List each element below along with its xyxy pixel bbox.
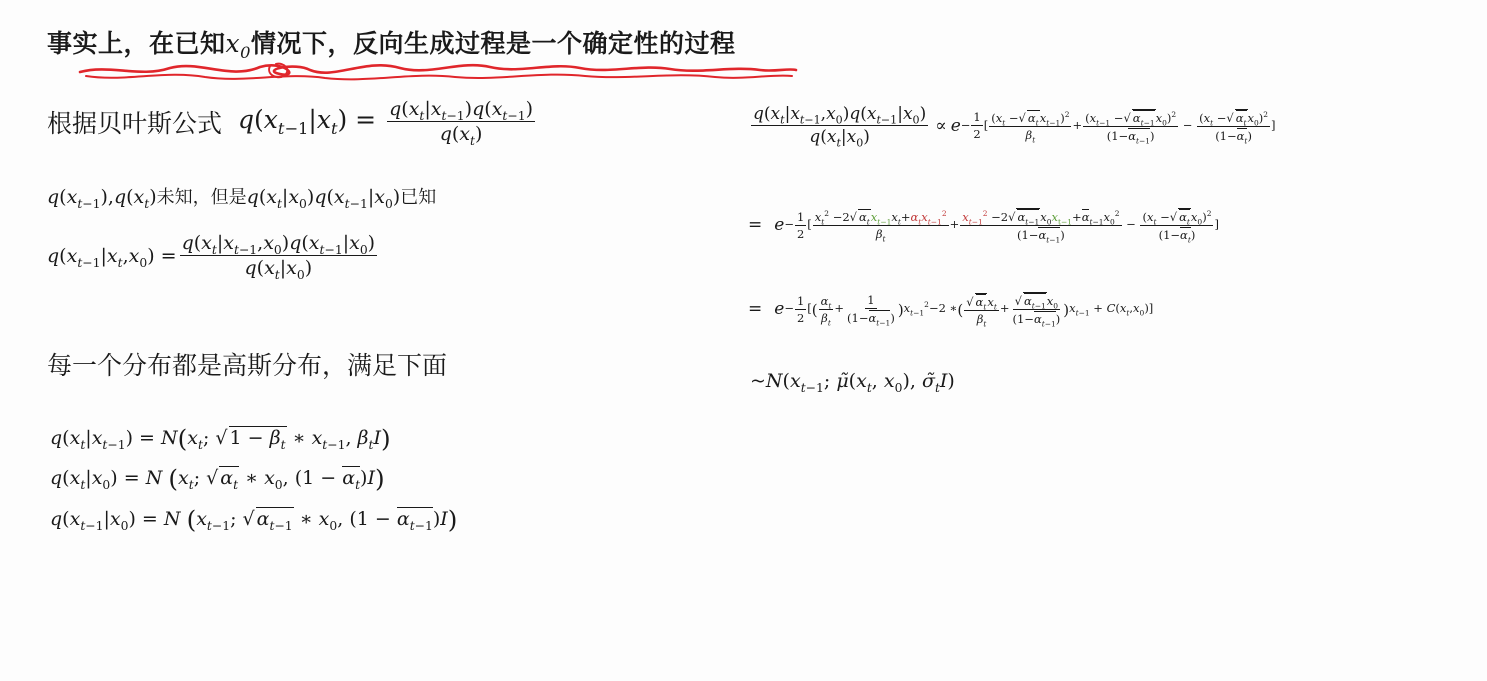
derivation-line-1: $\frac{q(x_t|x_{t-1},x_0)q(x_{t-1}|x_0)}{q(x_t|x_0)}$ ∝ e − $\frac{1}{2}$ [ $\frac{(x_t -√ \alpha_tx_{t-1})^2}{\beta_t}$ + $\frac{(x_{t-1} -√ \alpha_{t-1}x_0)^2}{(1-\alpha_{t-1})}$ − $\frac{(x_t -√ \alpha_tx_0)^2}{(1-\alpha_t)}$ ] xyxy=(753,104,1276,150)
title-var: $x_0$ xyxy=(225,29,251,62)
underline-stroke-2 xyxy=(86,75,792,80)
derivation-exponent-3: − $\frac{1}{2}$ [( $\frac{\alpha_t}{\beta_t}$ + $\frac{1}{(1-\alpha_{t-1})}$ )$x_{t-1}^2-2$ ∗( $\frac{√ \alpha_tx_t}{\beta_t}$ + $\frac{√ \alpha_{t-1}x_0}{(1-\alpha_{t-1})}$ )$x_{t-1} + C(x_t,x_0)$] xyxy=(784,293,1154,329)
gauss-sentence: 每一个分布都是高斯分布，满足下面 xyxy=(47,351,448,380)
title-before: 事实上，在已知 xyxy=(47,29,226,58)
unknown-text: 未知，但是 xyxy=(156,187,247,208)
bayes-label: 根据贝叶斯公式 xyxy=(47,108,223,138)
known-text: 已知 xyxy=(400,187,437,208)
bayes-fraction: $\frac{q(x_t|x_{t-1})q(x_{t-1})}{q(x_t)}$ xyxy=(389,98,533,148)
red-underline-annotation xyxy=(70,50,810,90)
derivation-exponent-1: − $\frac{1}{2}$ [ $\frac{(x_t -√ \alpha_tx_{t-1})^2}{\beta_t}$ + $\frac{(x_{t-1} -√ \alpha_{t-1}x_0)^2}{(1-\alpha_{t-1})}$ − $\frac{(x_t -√ \alpha_tx_0)^2}{(1-\alpha_t)}$ ] xyxy=(960,109,1276,145)
derivation-line-3: = e − $\frac{1}{2}$ [( $\frac{\alpha_t}{\beta_t}$ + $\frac{1}{(1-\alpha_{t-1})}$ )$x_{t-1}^2-2$ ∗( $\frac{√ \alpha_tx_t}{\beta_t}$ + $\frac{√ \alpha_{t-1}x_0}{(1-\alpha_{t-1})}$ )$x_{t-1} + C(x_t,x_0)$] xyxy=(748,293,1154,329)
posterior-fraction: $\frac{q(x_t|x_{t-1},x_0)q(x_{t-1}|x_0)}{q(x_t|x_0)}$ xyxy=(181,232,376,282)
gauss-eq-3: $q(x_{t-1}|x_0) = N$ ($x_{t-1}$; √ $\alpha_{t-1}$ ∗ $x_0$, $(1 - \alpha_{t-1})I$) xyxy=(50,505,458,534)
derivation-exponent-2: − $\frac{1}{2}$ [ $\frac{x_t^2 -2√ \alpha_tx_{t-1}x_t+\alpha_tx_{t-1}^2}{\beta_t}$ + $\frac{x_{t-1}^2 -2√ \alpha_{t-1}x_0x_{t-1}+\alpha_{t-1}x_0^2}{(1-\alpha_{t-1})}$ − $\frac{(x_t -√ \alpha_tx_0)^2}{(1-\alpha_t)}$ ] xyxy=(784,209,1219,245)
gauss-eq-1: $q(x_t|x_{t-1}) = N(x_t$; √ $1 - \beta_t$ ∗ $x_{t-1}$, $\beta_tI$) xyxy=(50,424,391,453)
bayes-line xyxy=(47,98,538,148)
gauss-eq-2: $q(x_t|x_0) = N$ ($x_t$; √ $\alpha_t$ ∗ $x_0$, $(1 - \alpha_t)I$) xyxy=(50,464,385,493)
known-unknown-line: $q(x_{t-1}),q(x_t)$未知，但是$q(x_t|x_0)q(x_{t-1}|x_0)$已知 xyxy=(47,186,437,211)
derivation-lhs-fraction: $\frac{q(x_t|x_{t-1},x_0)q(x_{t-1}|x_0)}{q(x_t|x_0)}$ xyxy=(753,104,927,150)
underline-stroke-1 xyxy=(80,65,796,74)
bayes-formula: $q(x_{t-1}|x_t)$ = $\frac{q(x_t|x_{t-1})q(x_{t-1})}{q(x_t)}$ xyxy=(238,98,533,148)
title-after: 情况下，反向生成过程是一个确定性的过程 xyxy=(250,29,736,58)
posterior-formula: $q(x_{t-1}|x_t,x_0)$ = $\frac{q(x_t|x_{t-1},x_0)q(x_{t-1}|x_0)}{q(x_t|x_0)}$ xyxy=(47,232,376,282)
derivation-line-2: = e − $\frac{1}{2}$ [ $\frac{x_t^2 -2√ \alpha_tx_{t-1}x_t+\alpha_tx_{t-1}^2}{\beta_t}$ + $\frac{x_{t-1}^2 -2√ \alpha_{t-1}x_0x_{t-1}+\alpha_{t-1}x_0^2}{(1-\alpha_{t-1})}$ − $\frac{(x_t -√ \alpha_tx_0)^2}{(1-\alpha_t)}$ ] xyxy=(748,209,1219,245)
derivation-result: $\sim N(x_{t-1}$; $\mũ(x_t$, $x_0$), $\sigmã_tI$) xyxy=(750,370,955,395)
